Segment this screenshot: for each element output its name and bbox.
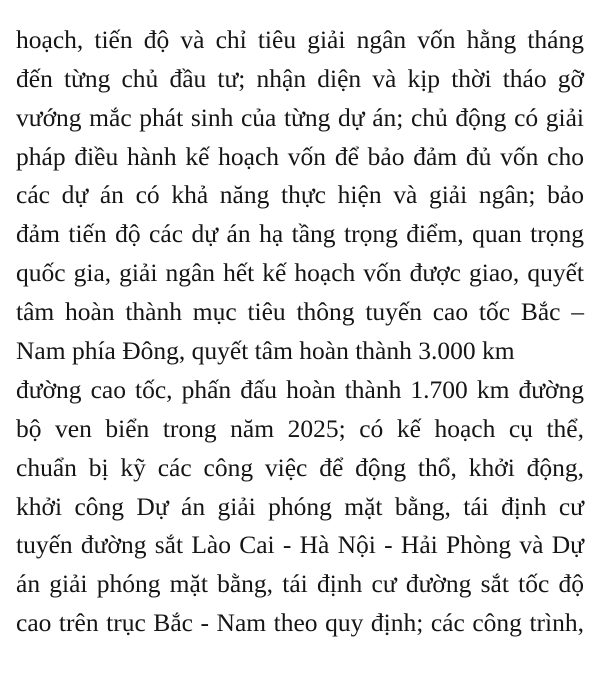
text-line-partial-bottom xyxy=(0,643,600,682)
text-line: các dự án có khả năng thực hiện và giải ngân; bảo xyxy=(16,180,584,210)
text-line: quốc gia, giải ngân hết kế hoạch vốn được giao, quyết xyxy=(16,258,584,288)
text-line: đến từng chủ đầu tư; nhận diện và kịp thời tháo gỡ xyxy=(16,63,584,93)
text-line: khởi công Dự án giải phóng mặt bằng, tái định cư xyxy=(16,491,584,521)
text-line: hoạch, tiến độ và chỉ tiêu giải ngân vốn hằng tháng xyxy=(16,24,584,54)
text-line: án giải phóng mặt bằng, tái định cư đường sắt tốc độ xyxy=(16,569,584,599)
text-line: pháp điều hành kế hoạch vốn để bảo đảm đủ vốn cho xyxy=(16,141,584,171)
text-line: vướng mắc phát sinh của từng dự án; chủ động có giải xyxy=(16,102,584,132)
text-line: tuyến đường sắt Lào Cai - Hà Nội - Hải Phòng và Dự xyxy=(16,530,584,560)
text-line: tâm hoàn thành mục tiêu thông tuyến cao tốc Bắc – xyxy=(16,297,584,327)
text-line: cao trên trục Bắc - Nam theo quy định; các công trình, xyxy=(16,608,584,638)
text-line: đảm tiến độ các dự án hạ tầng trọng điểm, quan trọng xyxy=(16,219,584,249)
text-line: bộ ven biển trong năm 2025; có kế hoạch cụ thể, xyxy=(16,413,584,443)
text-line-partial-top xyxy=(0,0,600,21)
text-line: Nam phía Đông, quyết tâm hoàn thành 3.000 km xyxy=(16,336,515,366)
text-line: chuẩn bị kỹ các công việc để động thổ, khởi động, xyxy=(16,452,584,482)
text-line: đường cao tốc, phấn đấu hoàn thành 1.700 km đường xyxy=(16,374,584,404)
